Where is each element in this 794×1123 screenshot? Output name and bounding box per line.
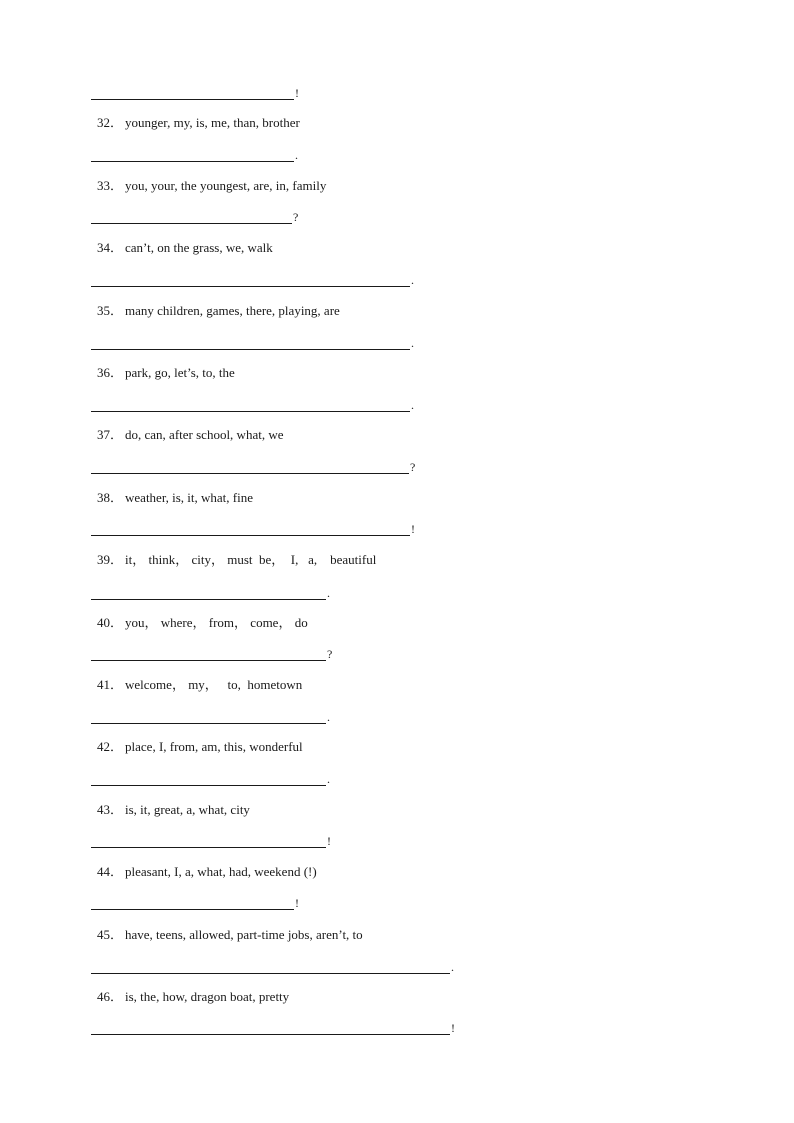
end-punctuation: !: [451, 1021, 455, 1035]
answer-line-40[interactable]: [91, 645, 332, 661]
answer-line-43[interactable]: [91, 832, 331, 848]
answer-line-31[interactable]: [91, 84, 299, 100]
end-punctuation: .: [327, 772, 330, 786]
end-punctuation: ?: [327, 647, 333, 661]
question-words: park, go, let’s, to, the: [125, 365, 235, 380]
answer-line-45[interactable]: [91, 958, 454, 974]
question-38: [97, 490, 253, 506]
question-words: many children, games, there, playing, are: [125, 303, 340, 318]
question-number: 42．: [97, 739, 124, 754]
answer-line-33[interactable]: [91, 208, 298, 224]
end-punctuation: !: [327, 834, 331, 848]
question-34: [97, 240, 273, 256]
question-40: [97, 615, 308, 631]
question-number: 33．: [97, 178, 124, 193]
question-number: 39．: [97, 552, 124, 567]
answer-blank[interactable]: [91, 709, 326, 724]
question-44: [97, 864, 317, 880]
question-number: 34．: [97, 240, 124, 255]
answer-line-36[interactable]: [91, 396, 414, 412]
question-number: 43．: [97, 802, 124, 817]
answer-blank[interactable]: [91, 147, 294, 162]
answer-blank[interactable]: [91, 272, 410, 287]
question-words: can’t, on the grass, we, walk: [125, 240, 273, 255]
answer-line-35[interactable]: [91, 334, 414, 350]
end-punctuation: .: [451, 960, 454, 974]
question-words: it， think， city， must be， I, a, beautiful: [125, 552, 377, 567]
answer-blank[interactable]: [91, 959, 450, 974]
question-35: [97, 303, 340, 319]
answer-line-39[interactable]: [91, 584, 330, 600]
end-punctuation: ?: [410, 460, 416, 474]
question-words: do, can, after school, what, we: [125, 427, 284, 442]
end-punctuation: .: [295, 148, 298, 162]
question-words: is, it, great, a, what, city: [125, 802, 250, 817]
answer-blank[interactable]: [91, 1020, 450, 1035]
question-number: 44．: [97, 864, 124, 879]
end-punctuation: .: [411, 398, 414, 412]
answer-blank[interactable]: [91, 895, 294, 910]
question-number: 46．: [97, 989, 124, 1004]
question-number: 41．: [97, 677, 124, 692]
answer-line-46[interactable]: [91, 1019, 455, 1035]
answer-blank[interactable]: [91, 833, 326, 848]
question-43: [97, 802, 250, 818]
answer-line-38[interactable]: [91, 520, 415, 536]
end-punctuation: .: [411, 336, 414, 350]
question-number: 32．: [97, 115, 124, 130]
answer-line-34[interactable]: [91, 271, 414, 287]
end-punctuation: !: [411, 522, 415, 536]
answer-blank[interactable]: [91, 459, 409, 474]
answer-blank[interactable]: [91, 521, 410, 536]
question-words: you， where， from， come， do: [125, 615, 308, 630]
end-punctuation: .: [327, 710, 330, 724]
question-words: welcome， my， to, hometown: [125, 677, 303, 692]
question-words: place, I, from, am, this, wonderful: [125, 739, 303, 754]
question-45: [97, 927, 363, 943]
question-number: 40．: [97, 615, 124, 630]
answer-line-41[interactable]: [91, 708, 330, 724]
end-punctuation: .: [411, 273, 414, 287]
question-42: [97, 739, 303, 755]
end-punctuation: !: [295, 86, 299, 100]
question-33: [97, 178, 326, 194]
question-words: younger, my, is, me, than, brother: [125, 115, 300, 130]
answer-blank[interactable]: [91, 397, 410, 412]
answer-blank[interactable]: [91, 209, 292, 224]
question-words: is, the, how, dragon boat, pretty: [125, 989, 290, 1004]
answer-line-44[interactable]: [91, 894, 299, 910]
question-number: 36．: [97, 365, 124, 380]
answer-blank[interactable]: [91, 85, 294, 100]
question-words: pleasant, I, a, what, had, weekend (!): [125, 864, 317, 879]
question-words: you, your, the youngest, are, in, family: [125, 178, 327, 193]
end-punctuation: !: [295, 896, 299, 910]
question-words: weather, is, it, what, fine: [125, 490, 254, 505]
question-number: 38．: [97, 490, 124, 505]
answer-blank[interactable]: [91, 646, 326, 661]
question-32: [97, 115, 300, 131]
end-punctuation: ?: [293, 210, 299, 224]
question-37: [97, 427, 284, 443]
question-39: [97, 552, 376, 568]
answer-blank[interactable]: [91, 585, 326, 600]
question-41: [97, 677, 302, 693]
question-number: 45．: [97, 927, 124, 942]
answer-blank[interactable]: [91, 771, 326, 786]
answer-blank[interactable]: [91, 335, 410, 350]
question-36: [97, 365, 235, 381]
end-punctuation: .: [327, 586, 330, 600]
question-words: have, teens, allowed, part-time jobs, aren’t, to: [125, 927, 363, 942]
answer-line-32[interactable]: [91, 146, 298, 162]
answer-line-42[interactable]: [91, 770, 330, 786]
question-46: [97, 989, 289, 1005]
question-number: 37．: [97, 427, 124, 442]
question-number: 35．: [97, 303, 124, 318]
answer-line-37[interactable]: [91, 458, 415, 474]
